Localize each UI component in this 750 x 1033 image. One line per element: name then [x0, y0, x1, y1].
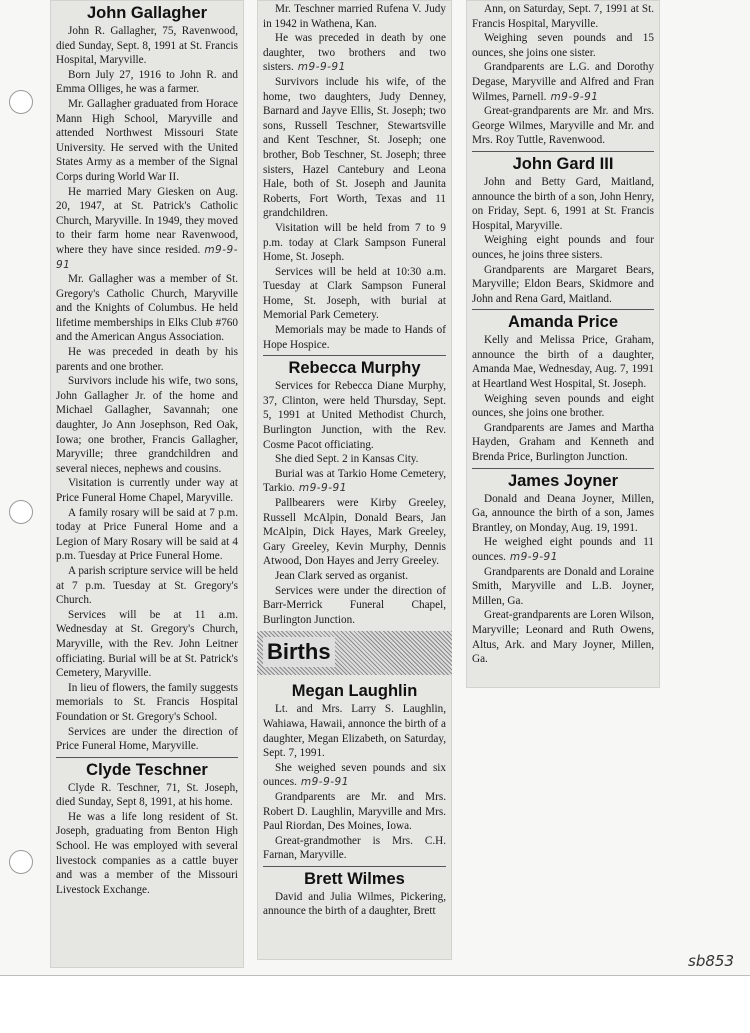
birth-paragraph: Grandparents are Margaret Bears, Maryville; Eldon Bears, Skidmore and John and Rena Gard, Maitland.	[472, 263, 654, 305]
archive-handwritten-note: sb853	[688, 952, 734, 970]
obit-paragraph: A parish scripture service will be held at 7 p.m. Tuesday at St. Gregory's Church.	[56, 564, 238, 607]
obit-paragraph	[263, 467, 446, 496]
handwritten-date: m9-9-91	[298, 482, 347, 495]
obit-text: Burial was at Tarkio Home Cemetery, Tarkio.	[263, 467, 446, 495]
birth-paragraph: Great-grandparents are Mr. and Mrs. George Wilmes, Maryville and Mr. and Mrs. Roy Tuttle, Ravenwood.	[472, 105, 654, 147]
obit-paragraph: Clyde R. Teschner, 71, St. Joseph, died Sunday, Sept 8, 1991, at his home.	[56, 781, 238, 809]
handwritten-date: m9-9-91	[550, 90, 599, 103]
binder-hole	[9, 500, 33, 524]
obituary-heading-gallagher: John Gallagher	[86, 4, 208, 22]
obit-paragraph: He was a life long resident of St. Joseph, graduating from Benton High School. He was employed with several livestock companies as a cattle buyer and was a member of the Missouri Livestock Exchange.	[56, 810, 238, 896]
divider	[472, 468, 654, 469]
obit-paragraph: Mr. Gallagher was a member of St. Gregory's Catholic Church, Maryville and the Knights of Columbus. He held lifetime memberships in Elks Club #760 and the American Angus Association.	[56, 273, 238, 344]
obit-paragraph: Services for Rebecca Diane Murphy, 37, Clinton, were held Thursday, Sept. 5, 1991 at United Methodist Church, Burlington Junction, with the Rev. Cosme Pacot officiating.	[263, 380, 446, 451]
birth-text: He weighed eight pounds and 11 ounces.	[472, 536, 654, 563]
obit-paragraph: Mr. Teschner married Rufena V. Judy in 1942 in Wathena, Kan.	[263, 3, 446, 30]
clipping-column-1	[50, 0, 244, 968]
birth-paragraph: David and Julia Wilmes, Pickering, announce the birth of a daughter, Brett	[263, 890, 446, 918]
obit-paragraph: Services are under the direction of Price Funeral Home, Maryville.	[56, 725, 238, 753]
obituary-heading-murphy: Rebecca Murphy	[288, 359, 421, 378]
birth-heading-brett: Brett Wilmes	[304, 869, 405, 888]
birth-paragraph: Lt. and Mrs. Larry S. Laughlin, Wahiawa, Hawaii, annonce the birth of a daughter, Megan Elizabeth, on Saturday, Sept. 7, 1991.	[263, 703, 446, 760]
obit-paragraph: Pallbearers were Kirby Greeley, Russell McAlpin, Donald Bears, Jan McAlpin, Dick Hayes, Mark Greeley, Gary Greeley, Kevin Murphy, Dennis Atwood, Don Hayes and Jerry Greeley.	[263, 497, 446, 568]
binder-hole	[9, 90, 33, 114]
births-banner-title: Births	[263, 637, 335, 667]
birth-heading-joyner: James Joyner	[507, 471, 619, 490]
obit-paragraph: She died Sept. 2 in Kansas City.	[275, 453, 419, 466]
birth-text: She weighed seven pounds and six ounces.	[263, 761, 446, 789]
birth-paragraph: Donald and Deana Joyner, Millen, Ga, announce the birth of a son, James Brantley, on Monday, Aug. 19, 1991.	[472, 492, 654, 534]
handwritten-date: m9-9-91	[300, 776, 349, 789]
birth-paragraph: Weighing seven pounds and eight ounces, she joins one brother.	[472, 392, 654, 420]
birth-paragraph: John and Betty Gard, Maitland, announce the birth of a son, John Henry, on Friday, Sept. 6, 1991 at St. Francis Hospital, Maryville.	[472, 175, 654, 232]
births-banner	[257, 631, 452, 675]
birth-paragraph: Great-grandmother is Mrs. C.H. Farnan, Maryville.	[263, 834, 446, 862]
birth-heading-gard: John Gard III	[512, 154, 614, 173]
birth-heading-megan: Megan Laughlin	[291, 682, 418, 701]
obit-paragraph: Born July 27, 1916 to John R. and Emma Olliges, he was a farmer.	[56, 68, 238, 96]
obit-paragraph: Services will be at 11 a.m. Wednesday at St. Gregory's Church, Maryville, with the Rev. John Leitner officiating. Burial will be at St. Patrick's Cemetery, Maryville.	[56, 608, 238, 680]
clipping-column-2	[257, 0, 452, 960]
birth-paragraph: Weighing eight pounds and four ounces, he joins three sisters.	[472, 234, 654, 261]
birth-paragraph: Kelly and Melissa Price, Graham, announce the birth of a daughter, Amanda Mae, Wednesday, Aug. 7, 1991 at Heartland West Hospital, St. Joseph.	[472, 334, 654, 391]
divider	[56, 757, 238, 758]
birth-paragraph: Grandparents are Donald and Loraine Smith, Maryville and L.B. Joyner, Millen, Ga.	[472, 565, 654, 607]
obit-paragraph: In lieu of flowers, the family suggests memorials to St. Francis Hospital Foundation or St. Gregory's School.	[56, 681, 238, 723]
birth-paragraph: Ann, on Saturday, Sept. 7, 1991 at St. Francis Hospital, Maryville.	[472, 3, 654, 30]
obit-paragraph: He was preceded in death by his parents and one brother.	[56, 346, 238, 373]
divider	[263, 355, 446, 356]
birth-paragraph	[263, 761, 446, 790]
obit-paragraph: Survivors include his wife, two sons, John Gallagher Jr. of the home and Michael Gallagher, Savannah; one daughter, Jo Ann Josephson, Red Oak, Iowa; one brother, Francis Gallagher, Maryville; three grandchildren and several nieces, nephews and cousins.	[56, 375, 238, 475]
obit-paragraph: A family rosary will be said at 7 p.m. today at Price Funeral Home and a Legion of Mary Rosary will be said at 4 p.m. Tuesday at Price Funeral Home.	[56, 506, 238, 563]
obit-paragraph: Services will be held at 10:30 a.m. Tuesday at Clark Sampson Funeral Home, St. Joseph, with burial at Memorial Park Cemetery.	[263, 265, 446, 322]
birth-paragraph: Grandparents are Mr. and Mrs. Robert D. Laughlin, Maryville and Mrs. Paul Riordan, Des Moines, Iowa.	[263, 790, 446, 833]
obit-paragraph: Memorials may be made to Hands of Hope Hospice.	[263, 324, 446, 351]
birth-heading-amanda: Amanda Price	[507, 313, 619, 332]
obit-paragraph	[263, 31, 446, 75]
obituary-heading-clyde: Clyde Teschner	[86, 760, 208, 779]
obit-paragraph: Mr. Gallagher graduated from Horace Mann High School, Maryville and attended Northwest Missouri State University. He served with the United States Army as a member of the Signal Corps during World War II.	[56, 97, 238, 183]
obit-paragraph	[56, 185, 238, 273]
obit-text: He married Mary Giesken on Aug. 20, 1947, at St. Patrick's Catholic Church, Maryville. In 1949, they moved to their farm home near Ravenwood, where they have since resided.	[56, 185, 238, 256]
obit-paragraph: Visitation is currently under way at Price Funeral Home Chapel, Maryville.	[56, 477, 238, 504]
obit-text: He was preceded in death by one daughter, two brothers and two sisters.	[263, 32, 446, 74]
birth-paragraph: Grandparents are James and Martha Hayden, Graham and Kenneth and Brenda Price, Burlington Junction.	[472, 421, 654, 464]
birth-paragraph	[472, 535, 654, 564]
birth-text: Grandparents are L.G. and Dorothy Degase, Maryville and Alfred and Fran Wilmes, Parnell.	[472, 61, 654, 103]
obit-paragraph: Visitation will be held from 7 to 9 p.m. today at Clark Sampson Funeral Home, St. Joseph.	[263, 221, 446, 264]
obit-paragraph: Jean Clark served as organist.	[275, 569, 409, 582]
birth-paragraph	[472, 60, 654, 104]
handwritten-date: m9-9-91	[297, 61, 346, 74]
divider	[263, 866, 446, 867]
divider	[472, 309, 654, 310]
obit-paragraph: Survivors include his wife, of the home, two daughters, Judy Denney, Barnard and Jayve Ellis, St. Joseph; two sons, Russell Teschner, Stewartsville and Kent Teschner, St. Joseph; one brother, Bob Teschner, St. Joseph; three sisters, Hazel Cantebury and Leona Hale, both of St. Joseph and Jaunita Roberts, Fort Worth, Texas and 11 grandchildren.	[263, 75, 446, 220]
handwritten-date: m9-9-91	[56, 243, 238, 271]
divider	[472, 151, 654, 152]
clipping-column-3	[466, 0, 660, 688]
handwritten-date: m9-9-91	[509, 551, 558, 563]
birth-paragraph: Weighing seven pounds and 15 ounces, she joins one sister.	[472, 32, 654, 59]
binder-hole	[9, 850, 33, 874]
birth-paragraph: Great-grandparents are Loren Wilson, Maryville; Leonard and Ruth Owens, Altus, Ark. and Mary Joyner, Millen, Ga.	[472, 609, 654, 666]
obit-paragraph: John R. Gallagher, 75, Ravenwood, died Sunday, Sept. 8, 1991 at St. Francis Hospital, Maryville.	[56, 25, 238, 67]
obit-paragraph: Services were under the direction of Barr-Merrick Funeral Chapel, Burlington Junction.	[263, 584, 446, 626]
